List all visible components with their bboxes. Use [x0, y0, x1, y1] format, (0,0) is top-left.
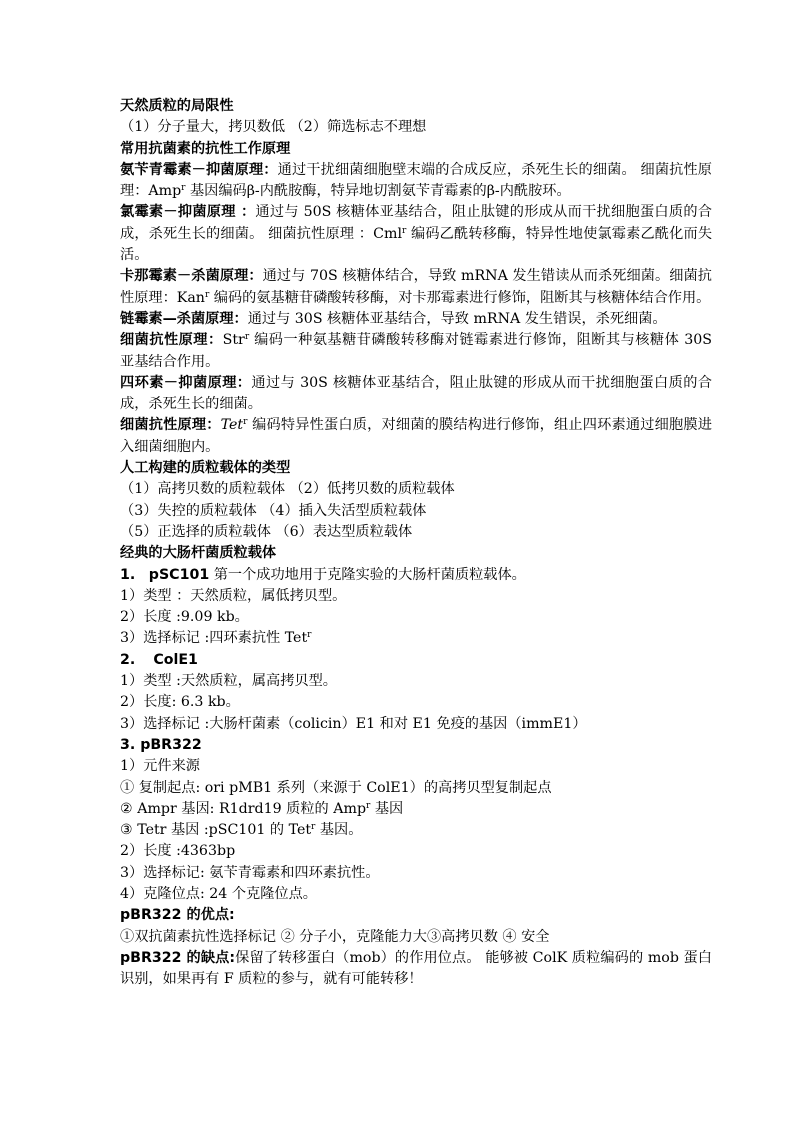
chloramphenicol-text-1: 通过与 50S 核糖体亚基结合，阻止肽键的形成从而干扰细胞蛋白质的合成，杀死生长的细菌。 细菌抗性原理 ：Cml: [120, 204, 712, 242]
pbr322-tet-text-2: 基因。: [315, 822, 363, 839]
pbr322-amp-text-2: 基因: [370, 800, 404, 817]
pbr322-origin: ① 复制起点: ori pMB1 系列（来源于 ColE1）的高拷贝型复制起点: [120, 779, 552, 796]
streptomycin-paragraph: [120, 309, 712, 330]
vector-types-line-3: （5）正选择的质粒载体 （6）表达型质粒载体: [120, 523, 413, 540]
cole1-name: ColE1: [153, 651, 198, 668]
kanamycin-text-2: 编码的氨基糖苷磷酸转移酶，对卡那霉素进行修饰，阻断其与核糖体结合作用。: [209, 289, 711, 306]
streptomycin-resistance-heading: 细菌抗性原理：: [120, 332, 223, 349]
psc101-length: 2）长度 :9.09 kb。: [120, 609, 249, 626]
tetracycline-resistance-sup: r: [243, 417, 248, 428]
streptomycin-resistance-paragraph: [120, 330, 712, 373]
cole1-number: 2.: [120, 651, 136, 668]
pbr322-length: 2）长度 :4363bp: [120, 843, 236, 860]
heading-natural-plasmid-limits: 天然质粒的局限性: [120, 98, 234, 114]
kanamycin-sup: r: [204, 289, 210, 300]
psc101-number: 1.: [120, 566, 136, 583]
psc101-type: 1）类型 ：天然质粒，属低拷贝型。: [120, 587, 347, 604]
cole1-length: 2）长度: 6.3 kb。: [120, 694, 240, 711]
heading-vector-types: 人工构建的质粒载体的类型: [120, 460, 291, 477]
document-page: [120, 96, 712, 990]
chloramphenicol-text-2: 编码乙酰转移酶，特异性地使氯霉素乙酰化而失活。: [120, 225, 713, 264]
chloramphenicol-paragraph: [120, 202, 712, 266]
chloramphenicol-sup: r: [402, 225, 407, 236]
cole1-title: [120, 650, 712, 671]
pbr322-disadvantages-paragraph: [120, 948, 712, 991]
tetracycline-heading: 四环素－抑菌原理：: [120, 374, 252, 391]
pbr322-amp-sup: r: [366, 800, 371, 811]
streptomycin-resistance-text-2: 编码一种氨基糖苷磷酸转移酶对链霉素进行修饰，阻断其与核糖体 30S 亚基结合作用。: [120, 332, 712, 370]
pbr322-tet-sup: r: [311, 822, 316, 833]
psc101-selection-sup: r: [307, 630, 312, 641]
heading-classic-vectors: 经典的大肠杆菌质粒载体: [120, 545, 277, 562]
psc101-description: 第一个成功地用于克隆实验的大肠杆菌质粒载体。: [209, 566, 526, 583]
cole1-type: 1）类型 :天然质粒，属高拷贝型。: [120, 673, 337, 690]
ampicillin-text-1: 通过干扰细菌细胞壁末端的合成反应，杀死生长的细菌。 细菌抗性原理：Amp: [120, 161, 712, 200]
psc101-selection: [120, 628, 712, 649]
kanamycin-heading: 卡那霉素－杀菌原理：: [120, 268, 263, 285]
pbr322-amp-text-1: ② Ampr 基因: R1drd19 质粒的 Amp: [120, 800, 367, 817]
streptomycin-text: 通过与 30S 核糖体亚基结合，导致 mRNA 发生错误，杀死细菌。: [247, 310, 667, 327]
kanamycin-paragraph: [120, 266, 712, 309]
heading-antibiotic-principles: 常用抗菌素的抗性工作原理: [120, 140, 291, 157]
pbr322-amp-gene: [120, 799, 712, 820]
pbr322-tet-text-1: ③ Tetr 基因 :pSC101 的 Tet: [120, 822, 312, 839]
chloramphenicol-heading: 氯霉素－抑菌原理 ：: [120, 204, 256, 221]
ampicillin-paragraph: [120, 160, 712, 203]
streptomycin-resistance-sup: r: [244, 332, 250, 343]
limits-text: （1）分子量大，拷贝数低 （2）筛选标志不理想: [120, 119, 427, 136]
tetracycline-resistance-text: 编码特异性蛋白质，对细菌的膜结构进行修饰，组止四环素通过细胞膜进入细菌细胞内。: [120, 417, 712, 455]
pbr322-advantages-text: ①双抗菌素抗性选择标记 ② 分子小，克隆能力大③高拷贝数 ④ 安全: [120, 928, 550, 945]
tetracycline-resistance-heading: 细菌抗性原理：: [120, 417, 221, 434]
pbr322-disadvantages-text: 保留了转移蛋白（mob）的作用位点。 能够被 ColK 质粒编码的 mob 蛋白识别，如果再有 F 质粒的参与，就有可能转移！: [120, 949, 712, 988]
pbr322-selection: 3）选择标记: 氨苄青霉素和四环素抗性。: [120, 864, 380, 881]
pbr322-title: 3. pBR322: [120, 736, 202, 753]
streptomycin-resistance-text-1: Str: [222, 332, 245, 349]
tetracycline-resistance-paragraph: [120, 415, 712, 458]
tetracycline-resistance-gene: Tet: [220, 417, 244, 434]
tetracycline-text: 通过与 30S 核糖体亚基结合，阻止肽键的形成从而干扰细胞蛋白质的合成，杀死生长的细菌。: [120, 374, 712, 413]
pbr322-disadvantages-heading: pBR322 的缺点:: [120, 949, 236, 966]
tetracycline-paragraph: [120, 373, 712, 416]
cole1-selection: 3）选择标记 :大肠杆菌素（colicin）E1 和对 E1 免疫的基因（immE1）: [120, 715, 587, 732]
psc101-name: pSC101: [148, 566, 210, 583]
psc101-selection-text: 3）选择标记 :四环素抗性 Tet: [120, 630, 308, 647]
ampicillin-text-2: 基因编码β-内酰胺酶，特异地切割氨苄青霉素的β-内酰胺环。: [185, 183, 571, 200]
pbr322-tet-gene: [120, 820, 712, 841]
psc101-title: [120, 565, 712, 586]
kanamycin-text-1: 通过与 70S 核糖体结合，导致 mRNA 发生错读从而杀死细菌。细菌抗性原理：Kan: [120, 268, 712, 306]
pbr322-advantages-heading: pBR322 的优点:: [120, 907, 235, 924]
pbr322-cloning-sites: 4）克隆位点: 24 个克隆位点。: [120, 885, 317, 902]
ampicillin-sup: r: [181, 183, 186, 194]
ampicillin-heading: 氨苄青霉素－抑菌原理：: [120, 161, 278, 178]
vector-types-line-1: （1）高拷贝数的质粒载体 （2）低拷贝数的质粒载体: [120, 481, 455, 498]
vector-types-line-2: （3）失控的质粒载体 （4）插入失活型质粒载体: [120, 502, 427, 519]
streptomycin-heading: 链霉素—杀菌原理：: [120, 310, 248, 327]
pbr322-source: 1）元件来源: [120, 758, 200, 775]
